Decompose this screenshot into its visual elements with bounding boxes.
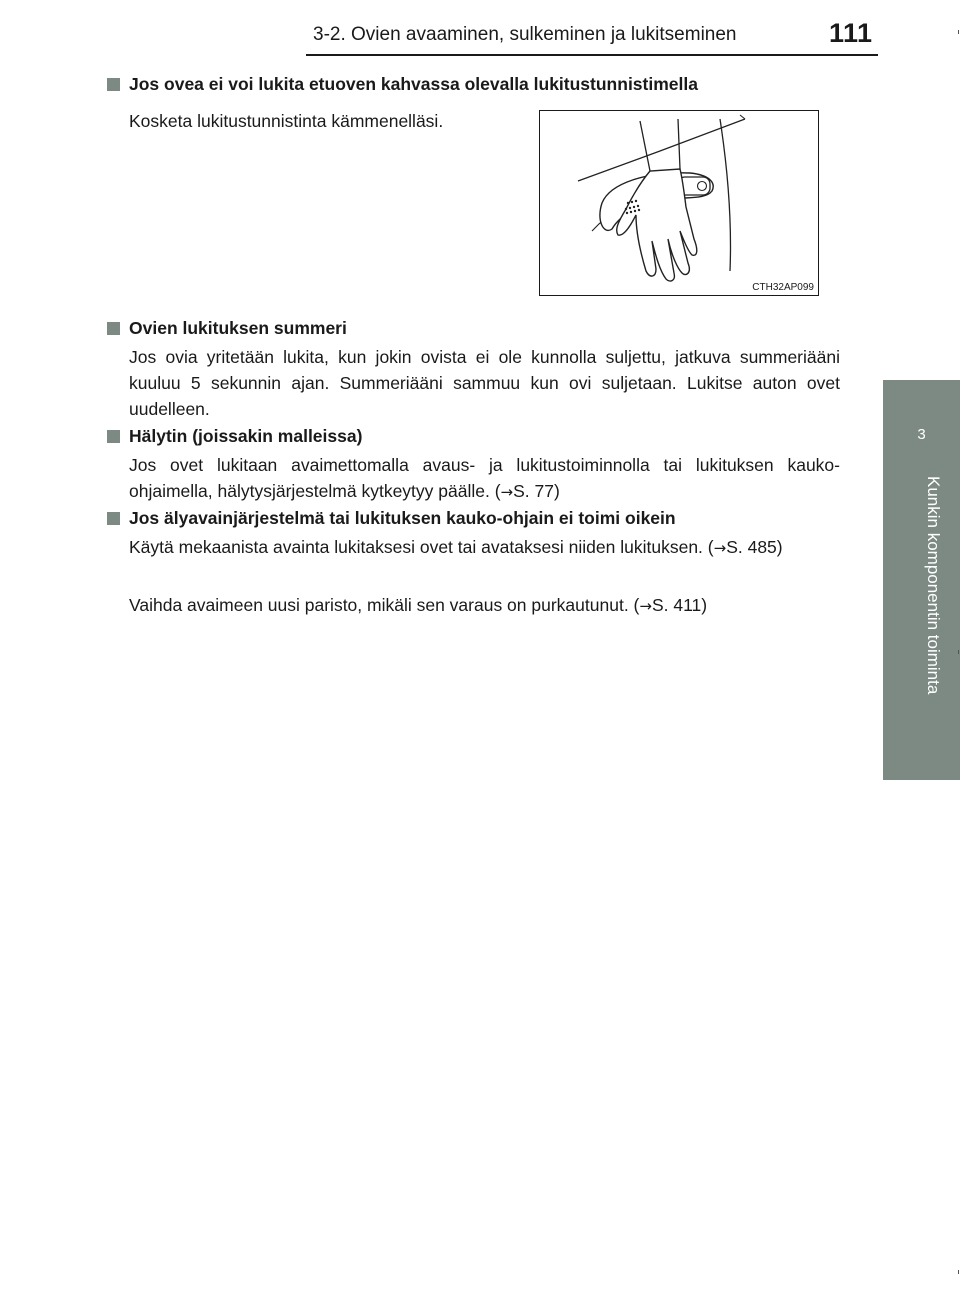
paragraph (129, 592, 840, 619)
paragraph (129, 452, 840, 505)
square-bullet-icon (107, 78, 120, 91)
arrow-icon: → (713, 539, 727, 557)
section-heading (107, 74, 698, 95)
header-divider (306, 54, 878, 56)
arrow-icon: → (500, 483, 514, 501)
crop-mark (958, 30, 959, 34)
paragraph-text: Vaihda avaimeen uusi paristo, mikäli sen varaus on purkautunut. ( (129, 595, 640, 615)
paragraph-text: Jos ovet lukitaan avaimettomalla avaus- ja lukitustoiminnolla tai lukituksen kauko-ohjaimella, hälytysjärjestelmä kytkeytyy päälle. ( (129, 455, 840, 501)
chapter-label: Kunkin komponentin toiminta (924, 476, 943, 695)
arrow-icon: → (639, 597, 652, 615)
square-bullet-icon (107, 512, 120, 525)
chapter-number: 3 (917, 426, 926, 443)
paragraph: Jos ovia yritetään lukita, kun jokin ovista ei ole kunnolla suljettu, jatkuva summeriääni kuuluu 5 sekunnin ajan. Summeriääni sammuu kun ovi suljetaan. Lukitse auton ovet uudelleen. (129, 347, 840, 419)
hand-touching-door-handle-icon (540, 111, 818, 295)
illustration-figure (539, 110, 819, 296)
section-heading-text: Ovien lukituksen summeri (129, 318, 347, 338)
page-reference: S. 77) (513, 481, 560, 501)
section-heading (107, 426, 362, 447)
square-bullet-icon (107, 322, 120, 335)
crop-mark (958, 650, 959, 654)
page-reference: S. 411) (651, 595, 708, 615)
page-reference: S. 485) (726, 537, 783, 557)
paragraph: Kosketa lukitustunnistinta kämmenelläsi. (129, 111, 444, 131)
section-heading-text: Hälytin (joissakin malleissa) (129, 426, 363, 446)
section-heading (107, 508, 676, 529)
chapter-side-tab (883, 380, 960, 780)
paragraph (129, 534, 840, 561)
crop-mark (958, 1270, 959, 1274)
paragraph-text: Käytä mekaanista avainta lukitaksesi ovet tai avataksesi niiden lukituksen. ( (129, 537, 714, 557)
section-heading (107, 318, 347, 339)
figure-code: CTH32AP099 (752, 282, 814, 293)
square-bullet-icon (107, 430, 120, 443)
section-heading-text: Jos älyavainjärjestelmä tai lukituksen kauko-ohjain ei toimi oikein (129, 508, 676, 528)
page-section-title: 3-2. Ovien avaaminen, sulkeminen ja lukitseminen (313, 24, 737, 45)
page-number: 111 (829, 18, 873, 48)
section-heading-text: Jos ovea ei voi lukita etuoven kahvassa olevalla lukitustunnistimella (129, 74, 698, 94)
